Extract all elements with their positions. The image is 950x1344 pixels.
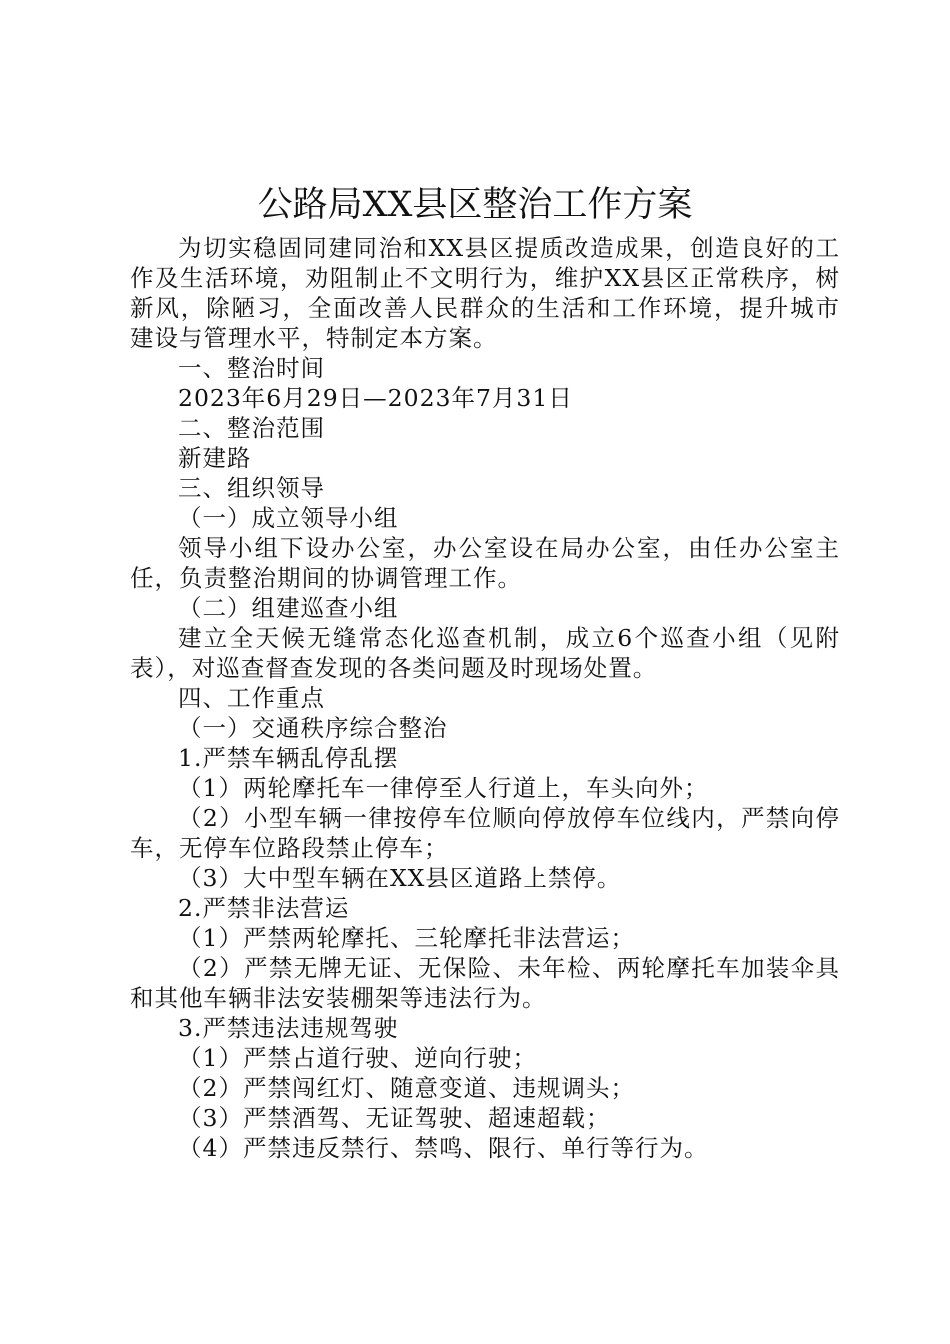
subheading-traffic: （一）交通秩序综合整治 [178,714,448,742]
parking-rule-1: （1）两轮摩托车一律停至人行道上，车头向外； [178,774,709,802]
driving-rule-2: （2）严禁闯红灯、随意变道、违规调头； [178,1074,635,1102]
section-heading-scope: 二、整治范围 [178,414,325,442]
parking-rule-2: （2）小型车辆一律按停车位顺向停放停车位线内，严禁向停车，无停车位路段禁止停车； [130,804,840,862]
driving-rule-4: （4）严禁违反禁行、禁鸣、限行、单行等行为。 [178,1134,709,1162]
driving-rule-3: （3）严禁酒驾、无证驾驶、超速超载； [178,1104,611,1132]
item-parking: 1.严禁车辆乱停乱摆 [178,744,399,772]
subheading-leading-group: （一）成立领导小组 [178,504,399,532]
time-range: 2023年6月29日—2023年7月31日 [178,384,573,412]
leading-group-paragraph: 领导小组下设办公室，办公室设在局办公室，由任办公室主任，负责整治期间的协调管理工作。 [130,534,840,592]
patrol-group-paragraph: 建立全天候无缝常态化巡查机制，成立6个巡查小组（见附表），对巡查督查发现的各类问题及时现场处置。 [130,624,840,682]
document-title: 公路局XX县区整治工作方案 [257,185,693,225]
item-illegal-operation: 2.严禁非法营运 [178,894,350,922]
subheading-patrol-group: （二）组建巡查小组 [178,594,399,622]
item-illegal-driving: 3.严禁违法违规驾驶 [178,1014,399,1042]
document-body [130,233,840,1163]
section-heading-leadership: 三、组织领导 [178,474,325,502]
driving-rule-1: （1）严禁占道行驶、逆向行驶； [178,1044,537,1072]
parking-rule-3: （3）大中型车辆在XX县区道路上禁停。 [178,864,622,892]
section-heading-time: 一、整治时间 [178,354,325,382]
scope-road: 新建路 [178,444,252,472]
intro-paragraph: 为切实稳固同建同治和XX县区提质改造成果，创造良好的工作及生活环境，劝阻制止不文明行为，维护XX县区正常秩序，树新风，除陋习，全面改善人民群众的生活和工作环境，提升城市建设与管理水平，特制定本方案。 [130,234,840,352]
operation-rule-1: （1）严禁两轮摩托、三轮摩托非法营运； [178,924,635,952]
operation-rule-2: （2）严禁无牌无证、无保险、未年检、两轮摩托车加装伞具和其他车辆非法安装棚架等违法行为。 [130,954,840,1012]
section-heading-focus: 四、工作重点 [178,684,325,712]
